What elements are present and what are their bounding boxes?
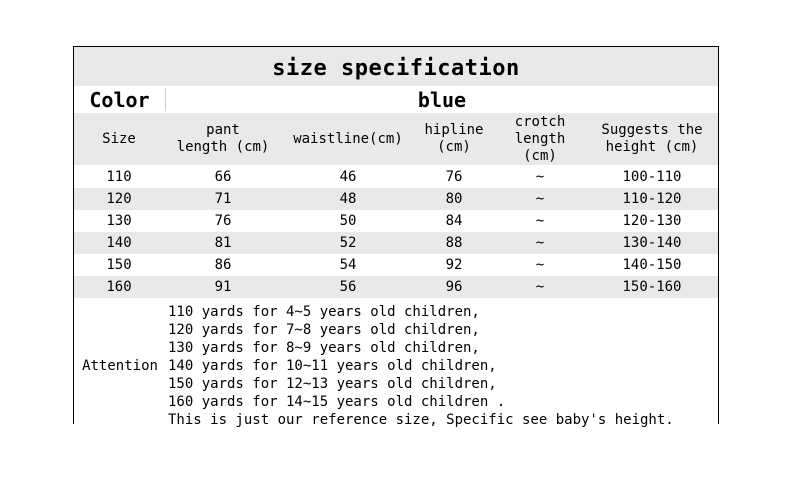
header-pant-length: pant length (cm) [176,122,270,155]
cell-pant-length: 91 [214,279,232,295]
cell-suggested-height: 140-150 [622,257,682,273]
header-crotch-length: crotch length (cm) [514,113,566,164]
header-size: Size [102,130,136,147]
attention-note: 110 yards for 4~5 years old children, [168,304,480,320]
cell-waistline: 56 [339,279,357,295]
table-row [74,232,718,254]
cell-crotch-length: ~ [535,213,545,229]
title-row [74,47,718,86]
table-row [74,254,718,276]
cell-suggested-height: 100-110 [622,169,682,185]
cell-crotch-length: ~ [535,235,545,251]
cell-waistline: 54 [339,257,357,273]
chart-title: size specification [272,56,520,81]
color-label: Color [89,87,150,112]
attention-note: 130 yards for 8~9 years old children, [168,340,480,356]
size-chart [73,46,719,428]
cell-suggested-height: 130-140 [622,235,682,251]
cell-waistline: 48 [339,191,357,207]
cell-suggested-height: 150-160 [622,279,682,295]
attention-note: 150 yards for 12~13 years old children, [168,376,497,392]
color-value: blue [417,87,467,112]
cell-size: 130 [106,213,132,229]
cell-hipline: 80 [445,191,463,207]
attention-label: Attention [82,358,158,374]
cell-suggested-height: 110-120 [622,191,682,207]
cell-pant-length: 76 [214,213,232,229]
cell-pant-length: 66 [214,169,232,185]
attention-note: 140 yards for 10~11 years old children, [168,358,497,374]
header-suggested-height: Suggests the height (cm) [601,122,703,155]
table-row [74,188,718,210]
cell-waistline: 52 [339,235,357,251]
attention-notes [168,303,716,429]
cell-size: 160 [106,279,132,295]
color-row [74,86,718,113]
cell-hipline: 84 [445,213,463,229]
cell-hipline: 76 [445,169,463,185]
cell-pant-length: 86 [214,257,232,273]
attention-note: 120 yards for 7~8 years old children, [168,322,480,338]
cell-suggested-height: 120-130 [622,213,682,229]
cell-size: 110 [106,169,132,185]
cell-crotch-length: ~ [535,279,545,295]
cell-crotch-length: ~ [535,257,545,273]
attention-note: 160 yards for 14~15 years old children . [168,394,506,410]
attention-note: This is just our reference size, Specific see baby's height. [168,412,674,428]
table-row [74,276,718,298]
cell-waistline: 50 [339,213,357,229]
cell-size: 150 [106,257,132,273]
attention-section [74,300,718,428]
cell-pant-length: 81 [214,235,232,251]
cell-hipline: 92 [445,257,463,273]
table-row [74,166,718,188]
cell-crotch-length: ~ [535,169,545,185]
header-waistline: waistline(cm) [293,130,403,147]
cell-hipline: 88 [445,235,463,251]
cell-waistline: 46 [339,169,357,185]
header-row [74,113,718,165]
cell-size: 120 [106,191,132,207]
header-hipline: hipline (cm) [424,122,484,155]
cell-hipline: 96 [445,279,463,295]
cell-pant-length: 71 [214,191,232,207]
cell-crotch-length: ~ [535,191,545,207]
cell-size: 140 [106,235,132,251]
table-row [74,210,718,232]
